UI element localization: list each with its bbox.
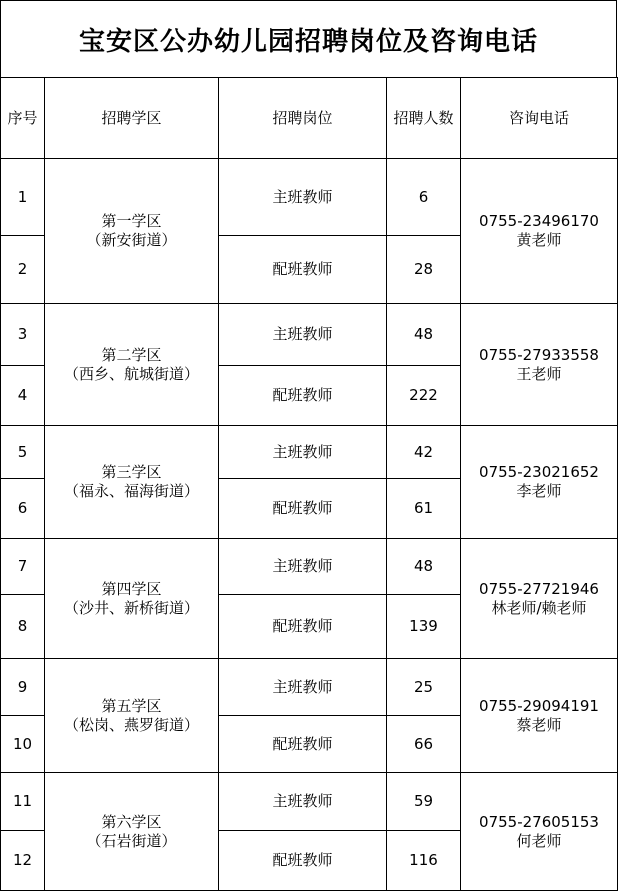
district-cell [45, 773, 219, 891]
position-cell: 主班教师 [219, 539, 387, 595]
count-cell: 59 [387, 773, 461, 831]
table-row [1, 159, 618, 236]
position-cell: 配班教师 [219, 716, 387, 773]
table-row [1, 426, 618, 479]
contact-name: 王老师 [516, 364, 562, 383]
district-name: 第四学区 [101, 579, 162, 598]
district-streets: （沙井、新桥街道） [63, 598, 199, 617]
row-index: 11 [1, 773, 45, 831]
district-streets: （石岩街道） [86, 831, 177, 850]
phone-number: 0755-27721946 [479, 579, 599, 598]
phone-cell [461, 773, 618, 891]
row-index: 5 [1, 426, 45, 479]
phone-cell [461, 304, 618, 426]
row-index: 6 [1, 479, 45, 539]
position-cell: 主班教师 [219, 304, 387, 366]
district-cell [45, 426, 219, 539]
position-cell: 配班教师 [219, 479, 387, 539]
position-cell: 主班教师 [219, 426, 387, 479]
district-cell [45, 304, 219, 426]
phone-number: 0755-27933558 [479, 345, 599, 364]
count-cell: 66 [387, 716, 461, 773]
contact-name: 黄老师 [516, 231, 562, 249]
table-row [1, 304, 618, 366]
count-cell: 6 [387, 159, 461, 236]
position-cell: 配班教师 [219, 236, 387, 304]
contact-name: 林老师/赖老师 [491, 598, 587, 617]
table-row [1, 773, 618, 831]
table-row [1, 539, 618, 595]
header-index: 序号 [1, 78, 45, 159]
district-name: 第二学区 [101, 345, 162, 364]
contact-name: 蔡老师 [516, 715, 562, 734]
count-cell: 116 [387, 831, 461, 891]
phone-cell [461, 539, 618, 659]
phone-cell [461, 159, 618, 304]
row-index: 9 [1, 659, 45, 716]
phone-number: 0755-29094191 [479, 696, 599, 715]
row-index: 4 [1, 366, 45, 426]
district-streets: （西乡、航城街道） [63, 364, 199, 383]
district-streets: （松岗、燕罗街道） [63, 715, 199, 734]
contact-name: 何老师 [516, 831, 562, 850]
count-cell: 42 [387, 426, 461, 479]
header-row [1, 78, 618, 159]
page-title: 宝安区公办幼儿园招聘岗位及咨询电话 [0, 0, 617, 78]
header-count: 招聘人数 [387, 78, 461, 159]
district-name: 第一学区 [101, 212, 162, 230]
row-index: 3 [1, 304, 45, 366]
phone-number: 0755-23496170 [479, 212, 599, 230]
district-streets: （新安街道） [86, 231, 177, 249]
district-name: 第三学区 [101, 463, 162, 481]
district-name: 第五学区 [101, 696, 162, 715]
count-cell: 48 [387, 539, 461, 595]
phone-number: 0755-27605153 [479, 812, 599, 831]
district-streets: （福永、福海街道） [63, 482, 199, 500]
header-phone: 咨询电话 [461, 78, 618, 159]
count-cell: 28 [387, 236, 461, 304]
position-cell: 主班教师 [219, 159, 387, 236]
recruitment-table [0, 77, 618, 891]
count-cell: 139 [387, 595, 461, 659]
row-index: 10 [1, 716, 45, 773]
district-name: 第六学区 [101, 812, 162, 831]
district-cell [45, 159, 219, 304]
row-index: 12 [1, 831, 45, 891]
count-cell: 25 [387, 659, 461, 716]
row-index: 8 [1, 595, 45, 659]
phone-cell [461, 426, 618, 539]
phone-cell [461, 659, 618, 773]
position-cell: 配班教师 [219, 831, 387, 891]
header-district: 招聘学区 [45, 78, 219, 159]
row-index: 1 [1, 159, 45, 236]
count-cell: 222 [387, 366, 461, 426]
table-row [1, 659, 618, 716]
phone-number: 0755-23021652 [479, 463, 599, 481]
row-index: 7 [1, 539, 45, 595]
position-cell: 主班教师 [219, 659, 387, 716]
row-index: 2 [1, 236, 45, 304]
contact-name: 李老师 [516, 482, 562, 500]
position-cell: 主班教师 [219, 773, 387, 831]
position-cell: 配班教师 [219, 366, 387, 426]
count-cell: 48 [387, 304, 461, 366]
header-position: 招聘岗位 [219, 78, 387, 159]
district-cell [45, 539, 219, 659]
district-cell [45, 659, 219, 773]
count-cell: 61 [387, 479, 461, 539]
position-cell: 配班教师 [219, 595, 387, 659]
